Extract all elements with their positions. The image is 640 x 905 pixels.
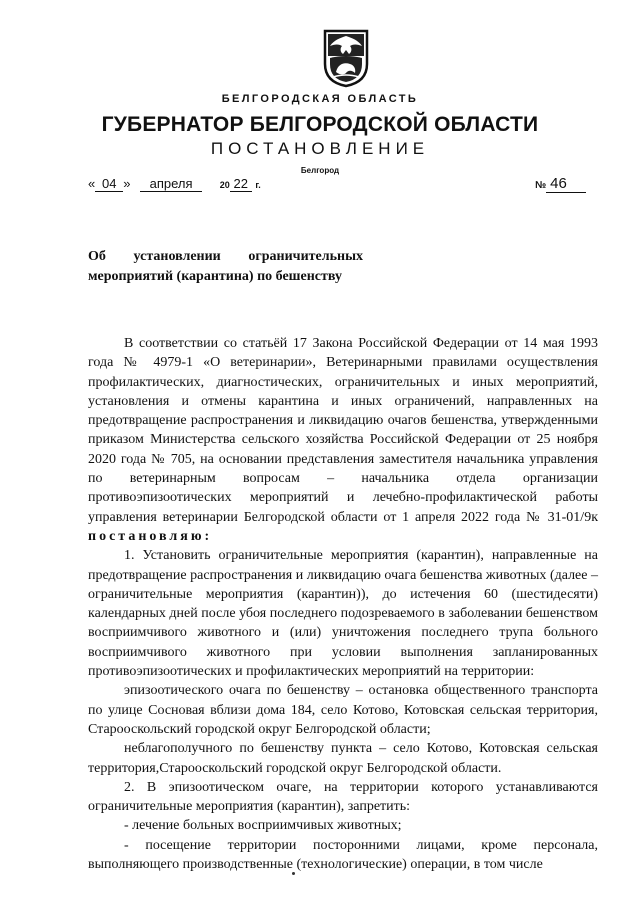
page-mark <box>292 872 295 875</box>
governor-title: ГУБЕРНАТОР БЕЛГОРОДСКОЙ ОБЛАСТИ <box>101 113 539 136</box>
number-value: 46 <box>546 175 586 193</box>
number-label: № <box>535 180 547 191</box>
body-paragraph: 2. В эпизоотическом очаге, на территории которого устанавливаются ограничительные мероприятия (карантин), запретить: <box>88 779 598 815</box>
date-month: апреля <box>140 176 202 192</box>
document-type: ПОСТАНОВЛЕНИЕ <box>210 139 430 158</box>
preamble-text: В соответствии со статьёй 17 Закона Российской Федерации от 14 мая 1993 года № 4979-1 «О ветеринарии», Ветеринарными правилами осуществления профилактических, диагностических, ограничительных и иных мероприятий, установления и отмены карантина и иных ограничений, направленных на предотвращение распространения и ликвидацию очагов бешенства, утвержденными приказом Министерства сельского хозяйства Российской Федерации от 25 ноября 2020 года № 705, на основании представления заместителя начальника управления по ветеринарным вопросам – начальника отдела организации противоэпизоотических мероприятий и лечебно-профилактической работы управления ветеринарии Белгородской области от 1 апреля 2022 года № 31-01/9к <box>88 336 598 525</box>
date-open-quote: « <box>88 176 96 191</box>
date-year-prefix: 20 <box>219 180 230 190</box>
subject-line-1: Об установлении ограничительных <box>88 249 363 264</box>
document-number <box>535 175 586 193</box>
date-year-suffix: 22 <box>230 176 252 192</box>
document-body <box>88 334 598 874</box>
subject-line-2: мероприятий (карантина) по бешенству <box>88 269 342 284</box>
region-title: БЕЛГОРОДСКАЯ ОБЛАСТЬ <box>221 93 419 105</box>
body-paragraph: - посещение территории посторонними лицами, кроме персонала, выполняющего производственные (технологические) операции, в том числе <box>88 837 598 873</box>
body-paragraph: 1. Установить ограничительные мероприятия (карантин), направленные на предотвращение распространения и ликвидацию очага бешенства животных (далее – ограничительные мероприятия (карантин)), до истечения 60 (шестидесяти) календарных дней после убоя последнего подозреваемого в заболевании бешенством восприимчивого животного и (или) уничтожения последнего трупа больного восприимчивого животного при условии выполнения запланированных противоэпизоотических и профилактических мероприятий на территории: <box>88 548 598 680</box>
resolve-word: постановляю: <box>88 528 213 544</box>
date-day: 04 <box>95 176 123 192</box>
document-subject <box>88 247 363 287</box>
preamble-paragraph <box>88 334 598 546</box>
city-label: Белгород <box>300 166 340 175</box>
date-close-quote: » <box>123 176 131 191</box>
coat-of-arms-icon <box>322 28 370 88</box>
document-date <box>88 176 261 192</box>
body-paragraph: эпизоотического очага по бешенству – остановка общественного транспорта по улице Сосновая вблизи дома 184, село Котово, Котовская сельская территория, Старооскольский городской округ Белгородской области; <box>88 683 598 737</box>
body-paragraph: неблагополучного по бешенству пункта – село Котово, Котовская сельская территория,Старооскольский городской округ Белгородской области. <box>88 741 598 776</box>
date-year-unit: г. <box>255 180 261 190</box>
body-paragraph: - лечение больных восприимчивых животных; <box>124 818 402 834</box>
